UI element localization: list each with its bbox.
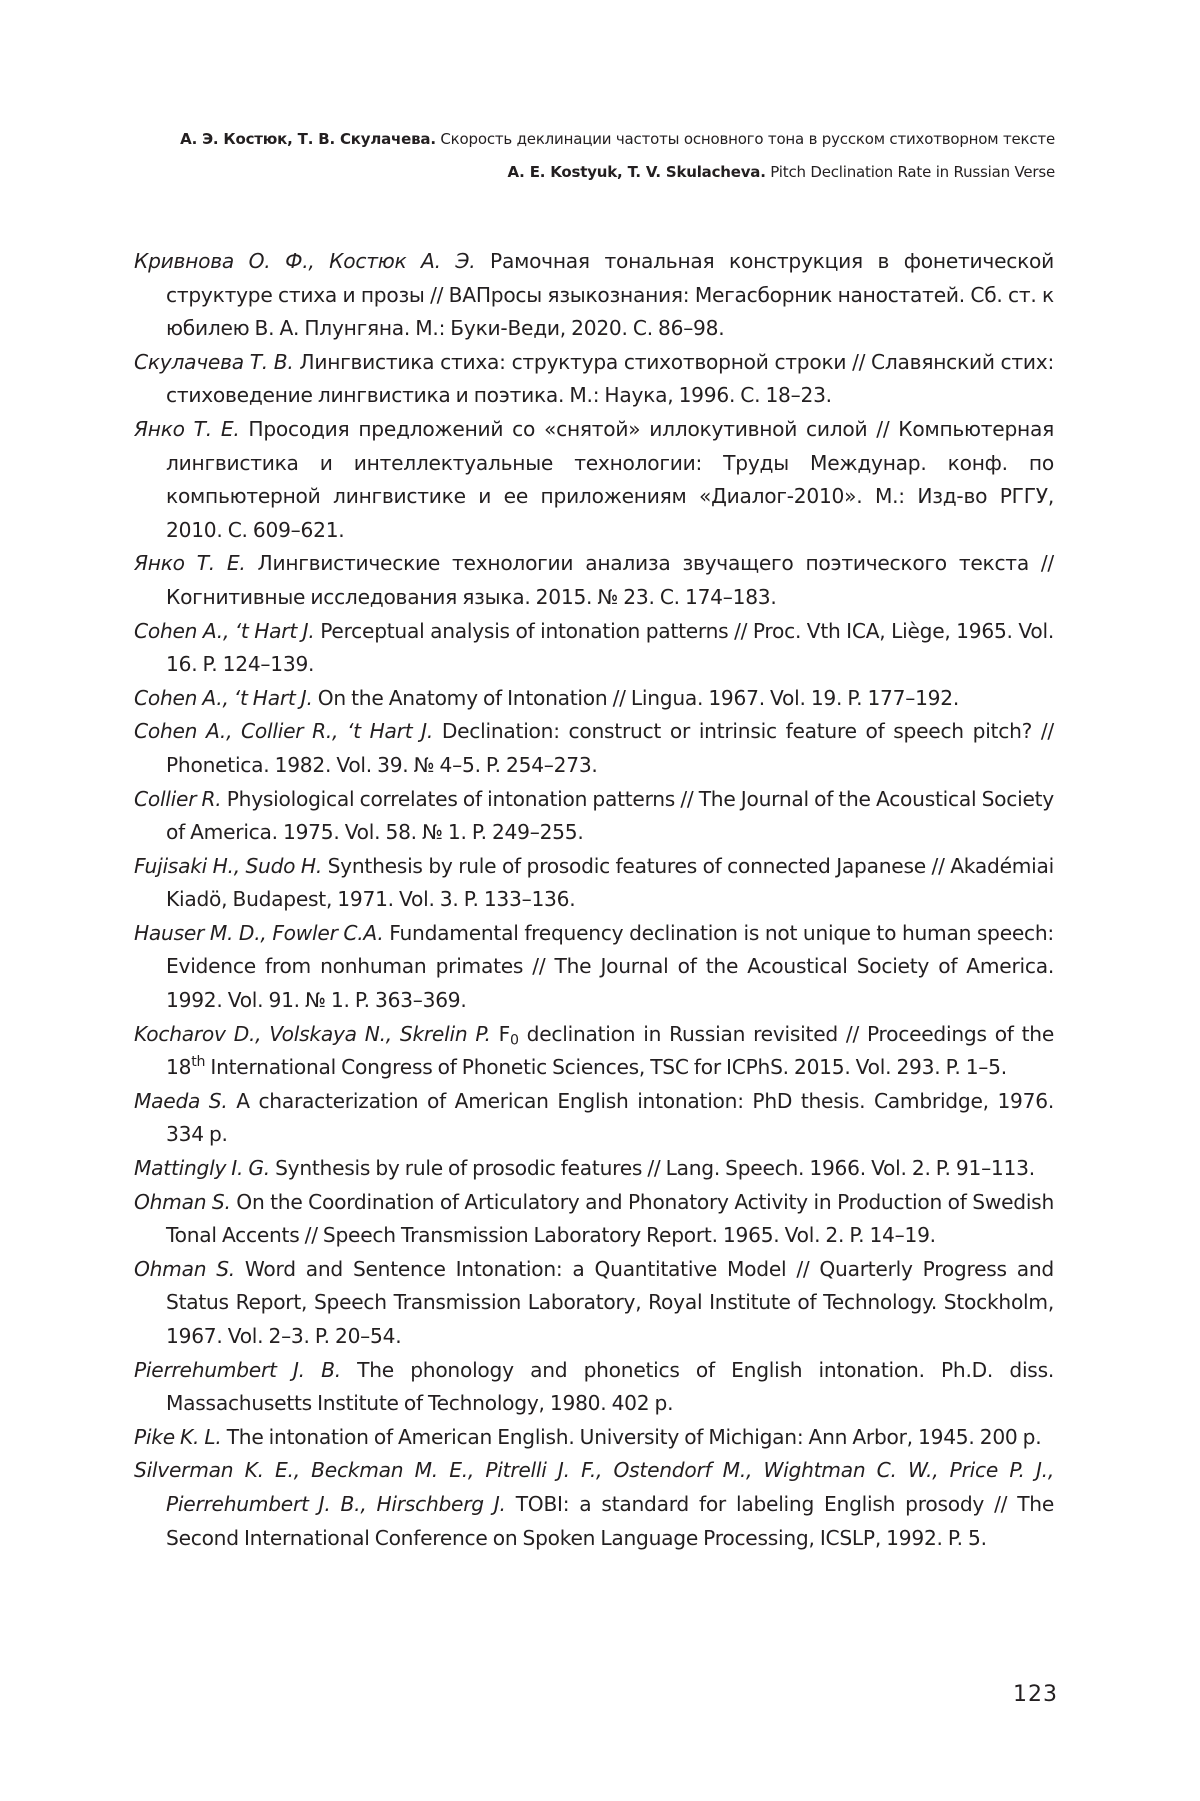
reference-text: Declination: construct or intrinsic feature of speech pitch? // Phonetica. 1982. Vol. 39. № 4–5. P. 254–273. bbox=[166, 719, 1054, 777]
reference-item bbox=[134, 715, 1054, 782]
header-authors-english: A. E. Kostyuk, T. V. Skulacheva. bbox=[507, 163, 766, 181]
reference-text-f: F bbox=[490, 1021, 510, 1046]
reference-text-cont: International Congress of Phonetic Sciences, TSC for ICPhS. 2015. Vol. 293. P. 1–5. bbox=[205, 1055, 1007, 1080]
reference-text: TOBI: a standard for labeling English prosody // The Second International Conference on Spoken Language Processing, ICSLP, 1992. P. 5. bbox=[166, 1491, 1054, 1550]
reference-text: On the Anatomy of Intonation // Lingua. 1967. Vol. 19. P. 177–192. bbox=[312, 685, 960, 710]
reference-text: Synthesis by rule of prosodic features of connected Japanese // Akadémiai Kiadö, Budapest, 1971. Vol. 3. P. 133–136. bbox=[166, 853, 1054, 912]
reference-text: Physiological correlates of intonation patterns // The Journal of the Acoustical Society of America. 1975. Vol. 58. № 1. P. 249–255. bbox=[166, 786, 1054, 845]
header-line-russian bbox=[180, 130, 1055, 148]
reference-authors: Скулачева Т. В. bbox=[134, 349, 294, 374]
reference-text: Perceptual analysis of intonation patterns // Proc. Vth ICA, Liège, 1965. Vol. 16. P. 124–139. bbox=[166, 618, 1054, 677]
reference-text: Лингвистические технологии анализа звучащего поэтического текста // Когнитивные исследования языка. 2015. № 23. С. 174–183. bbox=[166, 551, 1054, 609]
reference-item bbox=[134, 1454, 1054, 1555]
reference-item bbox=[134, 413, 1054, 547]
reference-authors: Cohen A., ‘t Hart J. bbox=[134, 685, 313, 710]
reference-list bbox=[134, 245, 1054, 1555]
reference-item bbox=[134, 615, 1054, 682]
reference-authors: Hauser M. D., Fowler C.A. bbox=[134, 920, 384, 945]
subscript-zero: 0 bbox=[509, 1032, 519, 1049]
reference-text: A characterization of American English intonation: PhD thesis. Cambridge, 1976. 334 p. bbox=[166, 1088, 1054, 1147]
reference-text: Word and Sentence Intonation: a Quantitative Model // Quarterly Progress and Status Report, Speech Transmission Laboratory, Royal Institute of Technology. Stockholm, 1967. Vol. 2–3. P. 20–54. bbox=[166, 1256, 1054, 1348]
reference-authors: Collier R. bbox=[134, 786, 222, 811]
reference-authors: Silverman K. E., Beckman M. E., Pitrelli J. F., Ostendorf M., Wightman C. W., Price P. J., Pierrehumbert J. B., Hirschberg J. bbox=[134, 1458, 1054, 1516]
reference-text: The intonation of American English. University of Michigan: Ann Arbor, 1945. 200 p. bbox=[221, 1424, 1042, 1449]
reference-authors: Mattingly I. G. bbox=[134, 1156, 270, 1181]
reference-authors: Pierrehumbert J. B. bbox=[134, 1357, 341, 1382]
reference-authors: Fujisaki H., Sudo H. bbox=[134, 853, 322, 878]
reference-item bbox=[134, 346, 1054, 413]
reference-authors: Pike K. L. bbox=[134, 1424, 222, 1449]
reference-item bbox=[134, 682, 1054, 716]
reference-item bbox=[134, 1253, 1054, 1354]
reference-text: Лингвистика стиха: структура стихотворной строки // Славянский стих: стиховедение лингвистика и поэтика. М.: Наука, 1996. С. 18–23. bbox=[166, 349, 1054, 408]
reference-item bbox=[134, 850, 1054, 917]
reference-authors: Кривнова О. Ф., Костюк А. Э. bbox=[134, 249, 476, 273]
reference-authors: Cohen A., ‘t Hart J. bbox=[134, 618, 315, 643]
reference-item bbox=[134, 1018, 1054, 1085]
reference-item bbox=[134, 1421, 1054, 1455]
reference-authors: Ohman S. bbox=[134, 1189, 231, 1214]
reference-text: The phonology and phonetics of English intonation. Ph.D. diss. Massachusetts Institute of Technology, 1980. 402 p. bbox=[166, 1357, 1055, 1416]
reference-text: declination in Russian revisited // Proceedings of the 18 bbox=[166, 1021, 1054, 1080]
reference-authors: Ohman S. bbox=[134, 1256, 235, 1281]
reference-text: Fundamental frequency declination is not unique to human speech: Evidence from nonhuman primates // The Journal of the Acoustical Society of America. 1992. Vol. 91. № 1. P. 363–369. bbox=[166, 920, 1054, 1013]
reference-item bbox=[134, 917, 1054, 1018]
reference-item bbox=[134, 1085, 1054, 1152]
reference-authors: Янко Т. Е. bbox=[134, 416, 240, 441]
reference-item bbox=[134, 245, 1054, 346]
reference-authors: Янко Т. Е. bbox=[134, 551, 246, 576]
reference-text: On the Coordination of Articulatory and Phonatory Activity in Production of Swedish Tonal Accents // Speech Transmission Laboratory Report. 1965. Vol. 2. P. 14–19. bbox=[166, 1189, 1054, 1248]
reference-item bbox=[134, 1186, 1054, 1253]
page-number: 123 bbox=[1013, 1682, 1058, 1707]
reference-text: Рамочная тональная конструкция в фонетической структуре стиха и прозы // ВАПросы языкознания: Мегасборник наностатей. Сб. ст. к юбилею В. А. Плунгяна. М.: Буки-Веди, 2020. С. 86–98. bbox=[166, 249, 1054, 341]
header-line-english bbox=[507, 163, 1055, 181]
reference-item bbox=[134, 1354, 1054, 1421]
header-title-russian: Скорость деклинации частоты основного тона в русском стихотворном тексте bbox=[435, 130, 1055, 148]
reference-item bbox=[134, 783, 1054, 850]
reference-item bbox=[134, 1152, 1054, 1186]
reference-item bbox=[134, 547, 1054, 614]
reference-authors: Kocharov D., Volskaya N., Skrelin P. bbox=[134, 1021, 491, 1046]
reference-text: Synthesis by rule of prosodic features // Lang. Speech. 1966. Vol. 2. P. 91–113. bbox=[269, 1156, 1035, 1181]
header-title-english: Pitch Declination Rate in Russian Verse bbox=[765, 163, 1055, 181]
reference-text: Просодия предложений со «снятой» иллокутивной силой // Компьютерная лингвистика и интеллектуальные технологии: Труды Междунар. конф. по компьютерной лингвистике и ее приложениям «Диалог-2010». М.: Изд-во РГГУ, 2010. С. 609–621. bbox=[166, 416, 1055, 542]
reference-authors: Cohen A., Collier R., ‘t Hart J. bbox=[134, 719, 434, 744]
header-authors-russian: А. Э. Костюк, Т. В. Скулачева. bbox=[180, 130, 436, 148]
superscript-th: th bbox=[191, 1054, 206, 1071]
reference-authors: Maeda S. bbox=[134, 1088, 228, 1113]
